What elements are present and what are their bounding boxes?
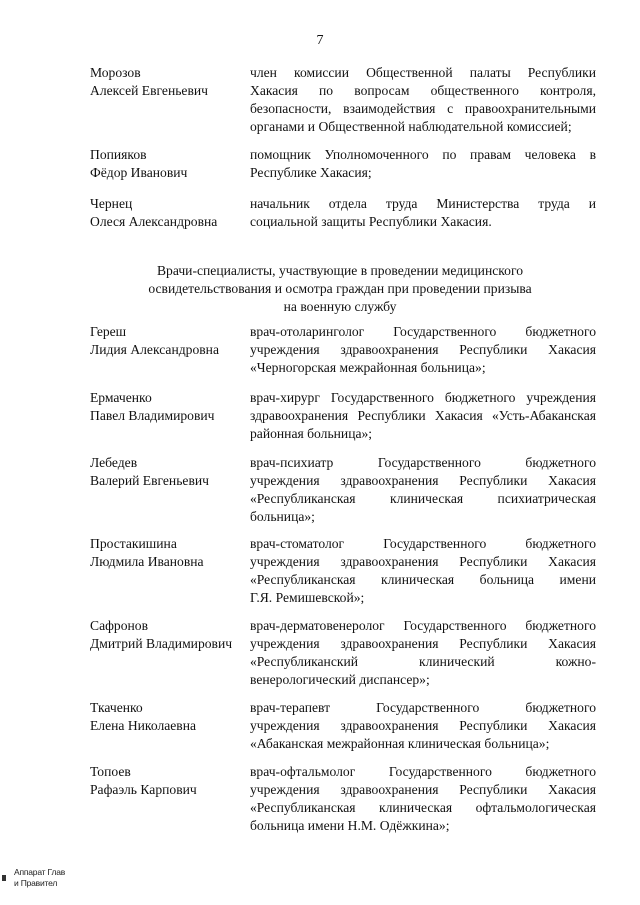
role-line: социальной защиты Республики Хакасия. xyxy=(250,214,492,229)
given-names: Алексей Евгеньевич xyxy=(90,83,208,98)
surname: Гереш xyxy=(90,324,127,339)
scan-mark xyxy=(2,875,6,881)
role-line: безопасности, взаимодействия с правоохранительными xyxy=(250,101,596,116)
role-line: «Республиканский клинический кожно- xyxy=(250,654,596,669)
person-name xyxy=(90,763,240,799)
page-number: 7 xyxy=(316,33,324,48)
surname: Лебедев xyxy=(90,455,138,470)
surname: Ткаченко xyxy=(90,700,143,715)
role-line: «Республиканская клиническая офтальмологическая xyxy=(250,800,596,815)
person-role xyxy=(250,699,596,753)
role-line: помощник Уполномоченного по правам человека в xyxy=(250,147,596,162)
section-heading xyxy=(120,262,560,316)
surname: Попияков xyxy=(90,147,147,162)
role-line: учреждения здравоохранения Республики Хакасия xyxy=(250,342,596,357)
footer-line: Аппарат Глав xyxy=(14,867,66,877)
surname: Чернец xyxy=(90,196,133,211)
footer-line: и Правител xyxy=(14,878,58,888)
person-role xyxy=(250,146,596,182)
role-line: врач-дерматовенеролог Государственного бюджетного xyxy=(250,618,596,633)
given-names: Фёдор Иванович xyxy=(90,165,188,180)
given-names: Павел Владимирович xyxy=(90,408,215,423)
person-name xyxy=(90,617,240,653)
role-line: здравоохранения Республики Хакасия «Усть-Абаканская xyxy=(250,408,596,423)
role-line: учреждения здравоохранения Республики Хакасия xyxy=(250,636,596,651)
person-name xyxy=(90,454,240,490)
given-names: Валерий Евгеньевич xyxy=(90,473,209,488)
person-name xyxy=(90,146,240,182)
person-role xyxy=(250,64,596,136)
role-line: врач-хирург Государственного бюджетного учреждения xyxy=(250,390,596,405)
role-line: учреждения здравоохранения Республики Хакасия xyxy=(250,718,596,733)
person-name xyxy=(90,535,240,571)
person-name xyxy=(90,64,240,100)
role-line: врач-офтальмолог Государственного бюджетного xyxy=(250,764,596,779)
role-line: врач-стоматолог Государственного бюджетного xyxy=(250,536,596,551)
surname: Сафронов xyxy=(90,618,148,633)
role-line: Республике Хакасия; xyxy=(250,165,372,180)
role-line: учреждения здравоохранения Республики Хакасия xyxy=(250,782,596,797)
given-names: Елена Николаевна xyxy=(90,718,197,733)
role-line: «Республиканская клиническая больница имени xyxy=(250,572,596,587)
footer-stamp xyxy=(14,867,65,889)
role-line: член комиссии Общественной палаты Республики xyxy=(250,65,596,80)
role-line: венерологический диспансер»; xyxy=(250,672,430,687)
role-line: врач-терапевт Государственного бюджетного xyxy=(250,700,596,715)
given-names: Олеся Александровна xyxy=(90,214,218,229)
role-line: врач-психиатр Государственного бюджетного xyxy=(250,455,596,470)
person-role xyxy=(250,195,596,231)
role-line: врач-отоларинголог Государственного бюджетного xyxy=(250,324,596,339)
role-line: районная больница»; xyxy=(250,426,373,441)
person-role xyxy=(250,617,596,689)
surname: Ермаченко xyxy=(90,390,152,405)
given-names: Лидия Александровна xyxy=(90,342,219,357)
role-line: Хакасия по вопросам общественного контроля, xyxy=(250,83,596,98)
role-line: «Республиканская клиническая психиатрическая xyxy=(250,491,596,506)
person-name xyxy=(90,323,240,359)
given-names: Дмитрий Владимирович xyxy=(90,636,233,651)
person-name xyxy=(90,195,240,231)
person-role xyxy=(250,389,596,443)
role-line: больница имени Н.М. Одёжкина»; xyxy=(250,818,450,833)
role-line: органами и Общественной наблюдательной комиссией; xyxy=(250,119,572,134)
person-role xyxy=(250,763,596,835)
heading-line: Врачи-специалисты, участвующие в проведении медицинского xyxy=(156,263,524,278)
surname: Простакишина xyxy=(90,536,177,551)
role-line: больница»; xyxy=(250,509,315,524)
person-name xyxy=(90,389,240,425)
given-names: Рафаэль Карпович xyxy=(90,782,197,797)
role-line: учреждения здравоохранения Республики Хакасия xyxy=(250,554,596,569)
role-line: начальник отдела труда Министерства труда и xyxy=(250,196,596,211)
heading-line: освидетельствования и осмотра граждан при проведении призыва xyxy=(148,281,532,296)
person-role xyxy=(250,454,596,526)
person-role xyxy=(250,323,596,377)
heading-line: на военную службу xyxy=(283,299,397,314)
person-name xyxy=(90,699,240,735)
role-line: «Абаканская межрайонная клиническая больница»; xyxy=(250,736,550,751)
surname: Топоев xyxy=(90,764,131,779)
person-role xyxy=(250,535,596,607)
role-line: Г.Я. Ремишевской»; xyxy=(250,590,365,605)
role-line: учреждения здравоохранения Республики Хакасия xyxy=(250,473,596,488)
given-names: Людмила Ивановна xyxy=(90,554,204,569)
surname: Морозов xyxy=(90,65,141,80)
role-line: «Черногорская межрайонная больница»; xyxy=(250,360,486,375)
